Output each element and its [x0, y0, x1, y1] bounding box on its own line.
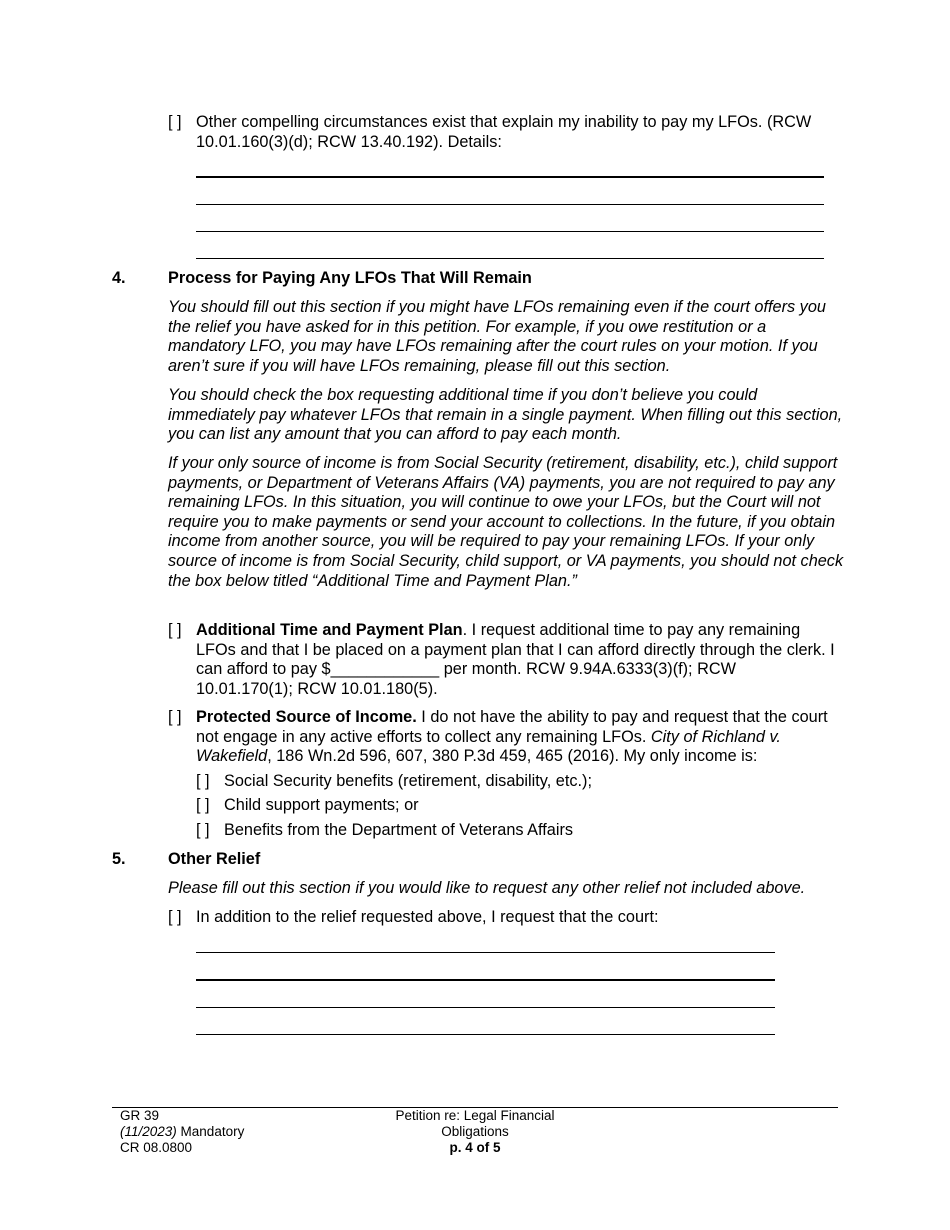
section-4-number: 4.: [112, 269, 126, 287]
form-date: [120, 1124, 244, 1140]
details-line-1[interactable]: [196, 176, 824, 178]
details-line-4[interactable]: [196, 258, 824, 259]
protected-income-text-1: I do not have the ability to pay and request that the court not engage in any active efforts to collect any remaining LFOs.: [196, 708, 828, 746]
protected-income-checkbox[interactable]: [ ]: [168, 708, 182, 726]
footer-center: [375, 1108, 575, 1156]
payment-plan-title: Additional Time and Payment Plan: [196, 621, 463, 639]
section-4-title: Process for Paying Any LFOs That Will Remain: [168, 269, 532, 287]
details-line-2[interactable]: [196, 204, 824, 205]
section-4-instructions-1: You should fill out this section if you might have LFOs remaining even if the court offers you the relief you have asked for in this petition. For example, if you owe restitution or a mandatory LFO, you may have LFOs remaining after the court rules on your motion. If you aren’t sure if you will have LFOs remaining, please fill out this section.: [168, 298, 826, 375]
case-citation-name: City of Richland v. Wakefield: [196, 727, 781, 766]
form-date-value: (11/2023): [120, 1124, 177, 1139]
form-id: GR 39: [120, 1108, 160, 1123]
child-support-option: Child support payments; or: [224, 796, 419, 814]
payment-plan-item: [196, 621, 836, 699]
social-security-option: Social Security benefits (retirement, disability, etc.);: [224, 772, 592, 790]
other-relief-checkbox[interactable]: [ ]: [168, 908, 182, 926]
protected-income-text-2: , 186 Wn.2d 596, 607, 380 P.3d 459, 465 (2016). My only income is:: [267, 747, 758, 766]
payment-plan-text: . I request additional time to pay any remaining LFOs and that I be placed on a payment plan that I can afford directly through the clerk. I can afford to pay $____________ per month. RCW 9.94A.6333(3)(f); RCW 10.01.170(1); RCW 10.01.180(5).: [196, 621, 835, 698]
relief-line-4[interactable]: [196, 1034, 775, 1035]
section-5-instruction: Please fill out this section if you would like to request any other relief not included above.: [168, 879, 806, 897]
relief-line-1[interactable]: [196, 952, 775, 953]
protected-income-item: [196, 708, 842, 767]
page-number: p. 4 of 5: [449, 1140, 501, 1155]
details-line-3[interactable]: [196, 231, 824, 232]
section-4-instructions-3: If your only source of income is from Social Security (retirement, disability, etc.), child support payments, or Department of Veterans Affairs (VA) payments, you are not required to pay any remaining LFOs. In this situation, you will continue to owe your LFOs, but the Court will not require you to make payments or send your account to collections. In the future, if you obtain income from another source, you will be required to pay your remaining LFOs. If your only source of income is from Social Security, child support, or VA payments, you should not check the box below titled “Additional Time and Payment Plan.”: [168, 454, 844, 590]
veterans-affairs-checkbox[interactable]: [ ]: [196, 821, 210, 839]
social-security-checkbox[interactable]: [ ]: [196, 772, 210, 790]
form-cr: CR 08.0800: [120, 1140, 193, 1155]
veterans-affairs-option: Benefits from the Department of Veterans Affairs: [224, 821, 574, 839]
relief-line-2[interactable]: [196, 979, 775, 981]
section-5-title: Other Relief: [168, 850, 261, 868]
footer-left: [120, 1108, 244, 1156]
section-4-instructions-2: You should check the box requesting additional time if you don’t believe you could immediately pay whatever LFOs that remain in a single payment. When filling out this section, you can list any amount that you can afford to pay each month.: [168, 386, 843, 444]
other-circumstances-text: Other compelling circumstances exist that explain my inability to pay my LFOs. (RCW 10.01.160(3)(d); RCW 13.40.192). Details:: [196, 113, 812, 151]
payment-plan-checkbox[interactable]: [ ]: [168, 621, 182, 639]
relief-line-3[interactable]: [196, 1007, 775, 1008]
other-relief-text: In addition to the relief requested above, I request that the court:: [196, 908, 659, 926]
other-circumstances-checkbox[interactable]: [ ]: [168, 113, 182, 131]
footer-title-1: Petition re: Legal Financial: [395, 1108, 555, 1123]
child-support-checkbox[interactable]: [ ]: [196, 796, 210, 814]
section-5-number: 5.: [112, 850, 126, 868]
footer-title-2: Obligations: [441, 1124, 509, 1139]
form-mandatory: Mandatory: [176, 1124, 245, 1139]
protected-income-title: Protected Source of Income.: [196, 708, 417, 726]
